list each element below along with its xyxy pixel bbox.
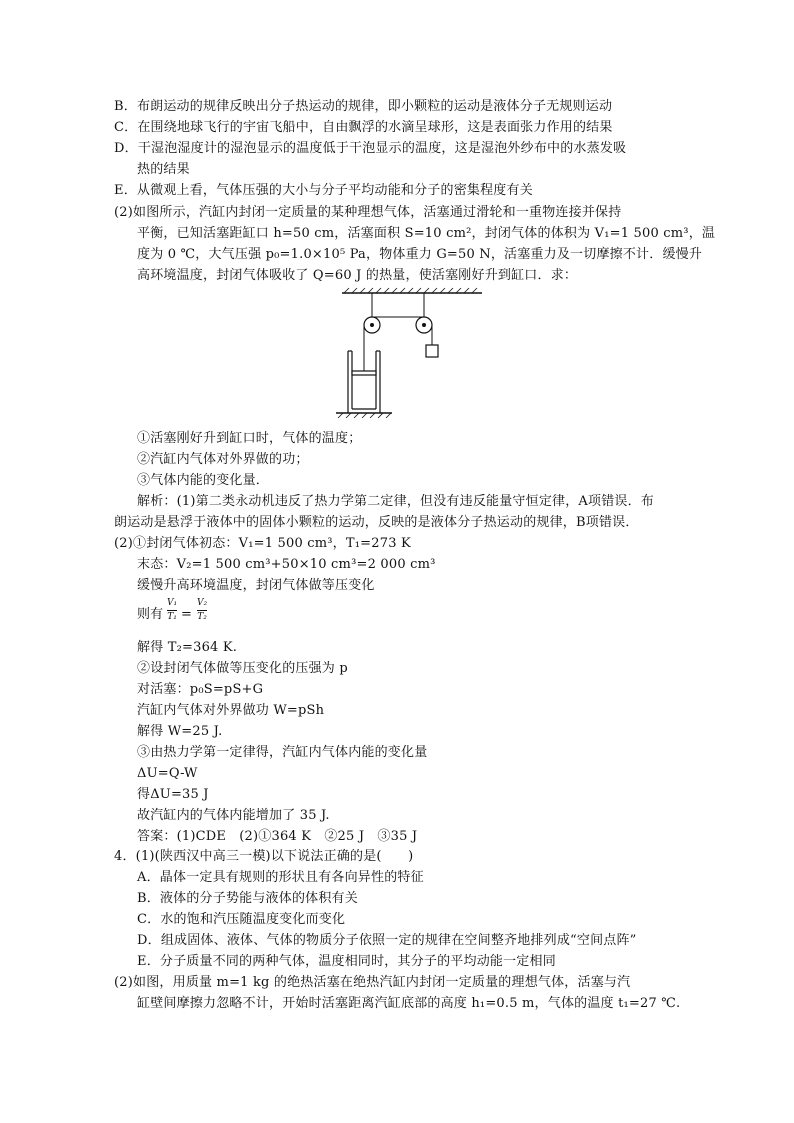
text-line: ΔU=Q-W <box>137 766 198 781</box>
question-4-stem: 4．(1)(陕西汉中高三一模)以下说法正确的是( ) <box>114 849 414 864</box>
text-line: 度为 0 ℃，大气压强 p₀=1.0×10⁵ Pa，物体重力 G=50 N，活塞重力及一切摩擦不计．缓慢升 <box>137 247 703 262</box>
text-line: 热的结果 <box>137 162 190 177</box>
text-line: ③气体内能的变化量． <box>137 473 270 488</box>
text-line: 对活塞：p₀S=pS+G <box>137 682 264 697</box>
fraction-v2-t2: V₂ T₂ <box>197 598 208 622</box>
option-c: C．水的饱和汽压随温度变化而变化 <box>137 912 346 927</box>
cylinder-pulley-figure <box>332 285 492 425</box>
text-line: (2)①封闭气体初态：V₁=1 500 cm³，T₁=273 K <box>114 536 411 551</box>
text-line: 缸壁间摩擦力忽略不计，开始时活塞距离汽缸底部的高度 h₁=0.5 m，气体的温度 t₁=27 ℃. <box>137 996 681 1011</box>
text-line: 末态：V₂=1 500 cm³+50×10 cm³=2 000 cm³ <box>137 557 436 572</box>
equals-sign: = <box>181 607 192 622</box>
text-line: ②设封闭气体做等压变化的压强为 p <box>137 661 348 676</box>
equation-label: 则有 <box>137 607 164 622</box>
option-a: A．晶体一定具有规则的形状且有各向异性的特征 <box>137 870 424 885</box>
text-line: 故汽缸内的气体内能增加了 35 J. <box>137 808 330 823</box>
text-line: C．在围绕地球飞行的宇宙飞船中，自由飘浮的水滴呈球形，这是表面张力作用的结果 <box>114 120 613 135</box>
text-line: (2)如图所示，汽缸内封闭一定质量的某种理想气体，活塞通过滑轮和一重物连接并保持 <box>114 205 622 220</box>
text-line: 缓慢升高环境温度，封闭气体做等压变化 <box>137 578 375 593</box>
text-line: 高环境温度，封闭气体吸收了 Q=60 J 的热量，使活塞刚好升到缸口．求： <box>137 268 578 283</box>
text-line: (2)如图，用质量 m=1 kg 的绝热活塞在绝热汽缸内封闭一定质量的理想气体，活塞与汽 <box>114 975 631 990</box>
text-line: 朗运动是悬浮于液体中的固体小颗粒的运动，反映的是液体分子热运动的规律，B项错误． <box>114 515 639 530</box>
text-line: ③由热力学第一定律得，汽缸内气体内能的变化量 <box>137 745 428 760</box>
weight-block <box>426 345 438 357</box>
option-b: B．液体的分子势能与液体的体积有关 <box>137 891 358 906</box>
text-line: 汽缸内气体对外界做功 W=pSh <box>137 703 325 718</box>
piston <box>352 371 376 375</box>
answer-line: 答案：(1)CDE (2)①364 K ②25 J ③35 J <box>137 829 418 844</box>
text-line: 解析：(1)第二类永动机违反了热力学第二定律，但没有违反能量守恒定律，A项错误．布 <box>137 494 655 509</box>
fraction-v1-t1: V₁ T₁ <box>167 598 178 622</box>
text-line: 平衡，已知活塞距缸口 h=50 cm，活塞面积 S=10 cm²，封闭气体的体积为 V₁=1 500 cm³，温 <box>137 226 716 241</box>
text-line: 解得 W=25 J. <box>137 724 223 739</box>
text-line: ①活塞刚好升到缸口时，气体的温度； <box>137 431 362 446</box>
text-line: ②汽缸内气体对外界做的功； <box>137 452 309 467</box>
option-d: D．组成固体、液体、气体的物质分子依照一定的规律在空间整齐地排列成“空间点阵” <box>137 933 637 948</box>
text-line: B．布朗运动的规律反映出分子热运动的规律，即小颗粒的运动是液体分子无规则运动 <box>114 99 613 114</box>
text-line: D．干湿泡湿度计的湿泡显示的温度低于干泡显示的温度，这是湿泡外纱布中的水蒸发吸 <box>114 141 627 156</box>
text-line: 解得 T₂=364 K. <box>137 640 238 655</box>
text-line: 得ΔU=35 J <box>137 787 209 802</box>
option-e: E．分子质量不同的两种气体，温度相同时，其分子的平均动能一定相同 <box>137 954 556 969</box>
text-line: E．从微观上看，气体压强的大小与分子平均动能和分子的密集程度有关 <box>114 183 533 198</box>
